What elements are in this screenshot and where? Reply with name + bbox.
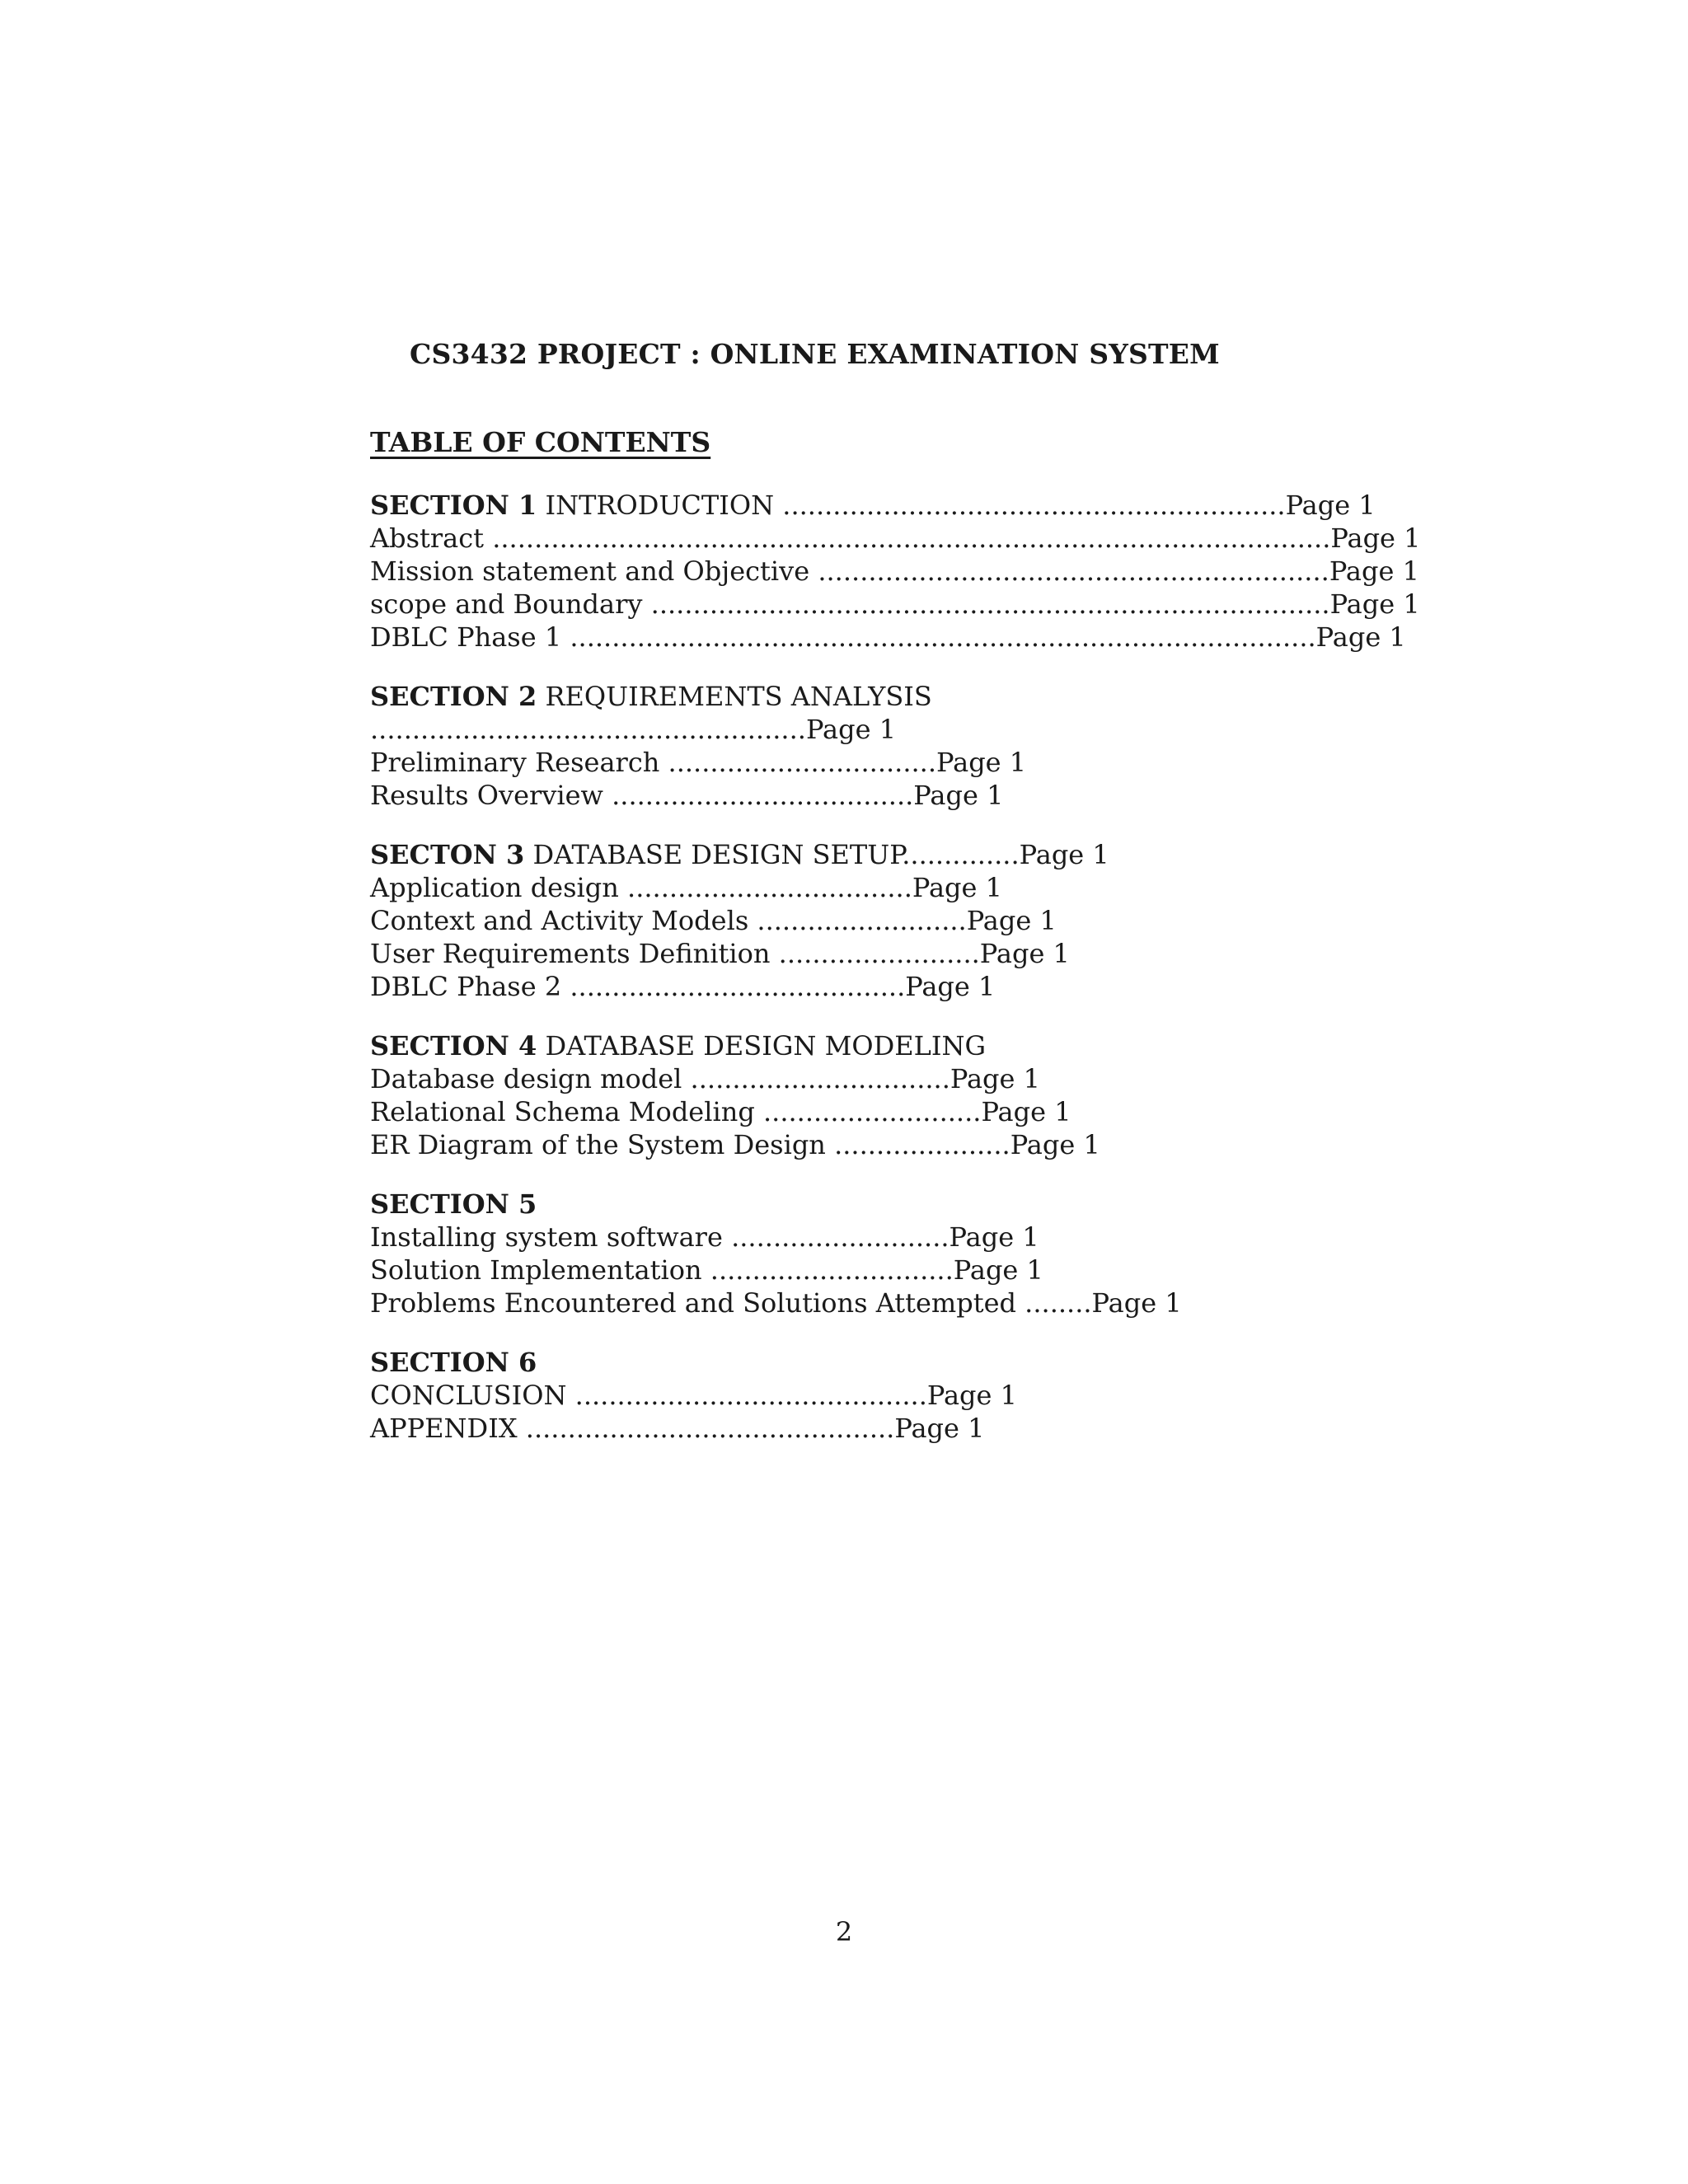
toc-entry: User Requirements Definition ........................Page 1 (370, 938, 1070, 969)
toc-section-2 (370, 680, 1318, 812)
toc-entry: APPENDIX ............................................Page 1 (370, 1413, 985, 1444)
section-title: DATABASE DESIGN SETUP..............Page 1 (524, 839, 1109, 870)
toc-entry: Installing system software ..........................Page 1 (370, 1221, 1039, 1253)
toc-entry: Database design model ...............................Page 1 (370, 1063, 1040, 1094)
toc-entry: DBLC Phase 1 .........................................................................................Page 1 (370, 621, 1406, 653)
toc-entry: Relational Schema Modeling ..........................Page 1 (370, 1096, 1071, 1127)
section-number: SECTION 1 (370, 490, 537, 521)
toc-section-5 (370, 1188, 1318, 1319)
section-header (370, 838, 1318, 871)
toc-entry: scope and Boundary .................................................................................Page 1 (370, 588, 1420, 620)
section-header (370, 1029, 1318, 1062)
document-title: CS3432 PROJECT : ONLINE EXAMINATION SYSTEM (410, 338, 1220, 370)
toc-section-4 (370, 1029, 1318, 1161)
section-title: INTRODUCTION ............................................................Page 1 (537, 490, 1376, 521)
page-number: 2 (835, 1916, 853, 1947)
toc-entry: Context and Activity Models .........................Page 1 (370, 905, 1057, 936)
toc-entry: ....................................................Page 1 (370, 714, 897, 745)
section-title: DATABASE DESIGN MODELING (537, 1030, 987, 1062)
toc-entry: Preliminary Research ................................Page 1 (370, 747, 1027, 778)
toc-entry: Mission statement and Objective .............................................................Page 1 (370, 555, 1419, 587)
toc-entry: Problems Encountered and Solutions Attempted ........Page 1 (370, 1287, 1182, 1319)
toc-entry: Solution Implementation .............................Page 1 (370, 1254, 1043, 1286)
toc-section-6 (370, 1346, 1318, 1445)
section-header (370, 1188, 1318, 1221)
section-number: SECTION 2 (370, 681, 537, 712)
toc-entry: CONCLUSION ..........................................Page 1 (370, 1380, 1017, 1411)
table-of-contents (370, 489, 1421, 1471)
toc-heading: TABLE OF CONTENTS (370, 426, 711, 458)
section-title: REQUIREMENTS ANALYSIS (537, 681, 932, 712)
toc-entry: Abstract ....................................................................................................Page 1 (370, 523, 1421, 554)
section-number: SECTON 3 (370, 839, 525, 870)
toc-section-3 (370, 838, 1318, 1003)
section-number: SECTION 6 (370, 1347, 537, 1378)
section-header (370, 680, 1318, 713)
toc-entry: ER Diagram of the System Design .....................Page 1 (370, 1129, 1100, 1160)
section-number: SECTION 5 (370, 1188, 537, 1220)
toc-entry: Application design ..................................Page 1 (370, 872, 1002, 903)
section-number: SECTION 4 (370, 1030, 537, 1062)
section-header (370, 1346, 1318, 1379)
toc-entry: DBLC Phase 2 ........................................Page 1 (370, 971, 996, 1002)
toc-entry: Results Overview ....................................Page 1 (370, 780, 1004, 811)
toc-section-1 (370, 489, 1421, 654)
section-header (370, 489, 1376, 522)
